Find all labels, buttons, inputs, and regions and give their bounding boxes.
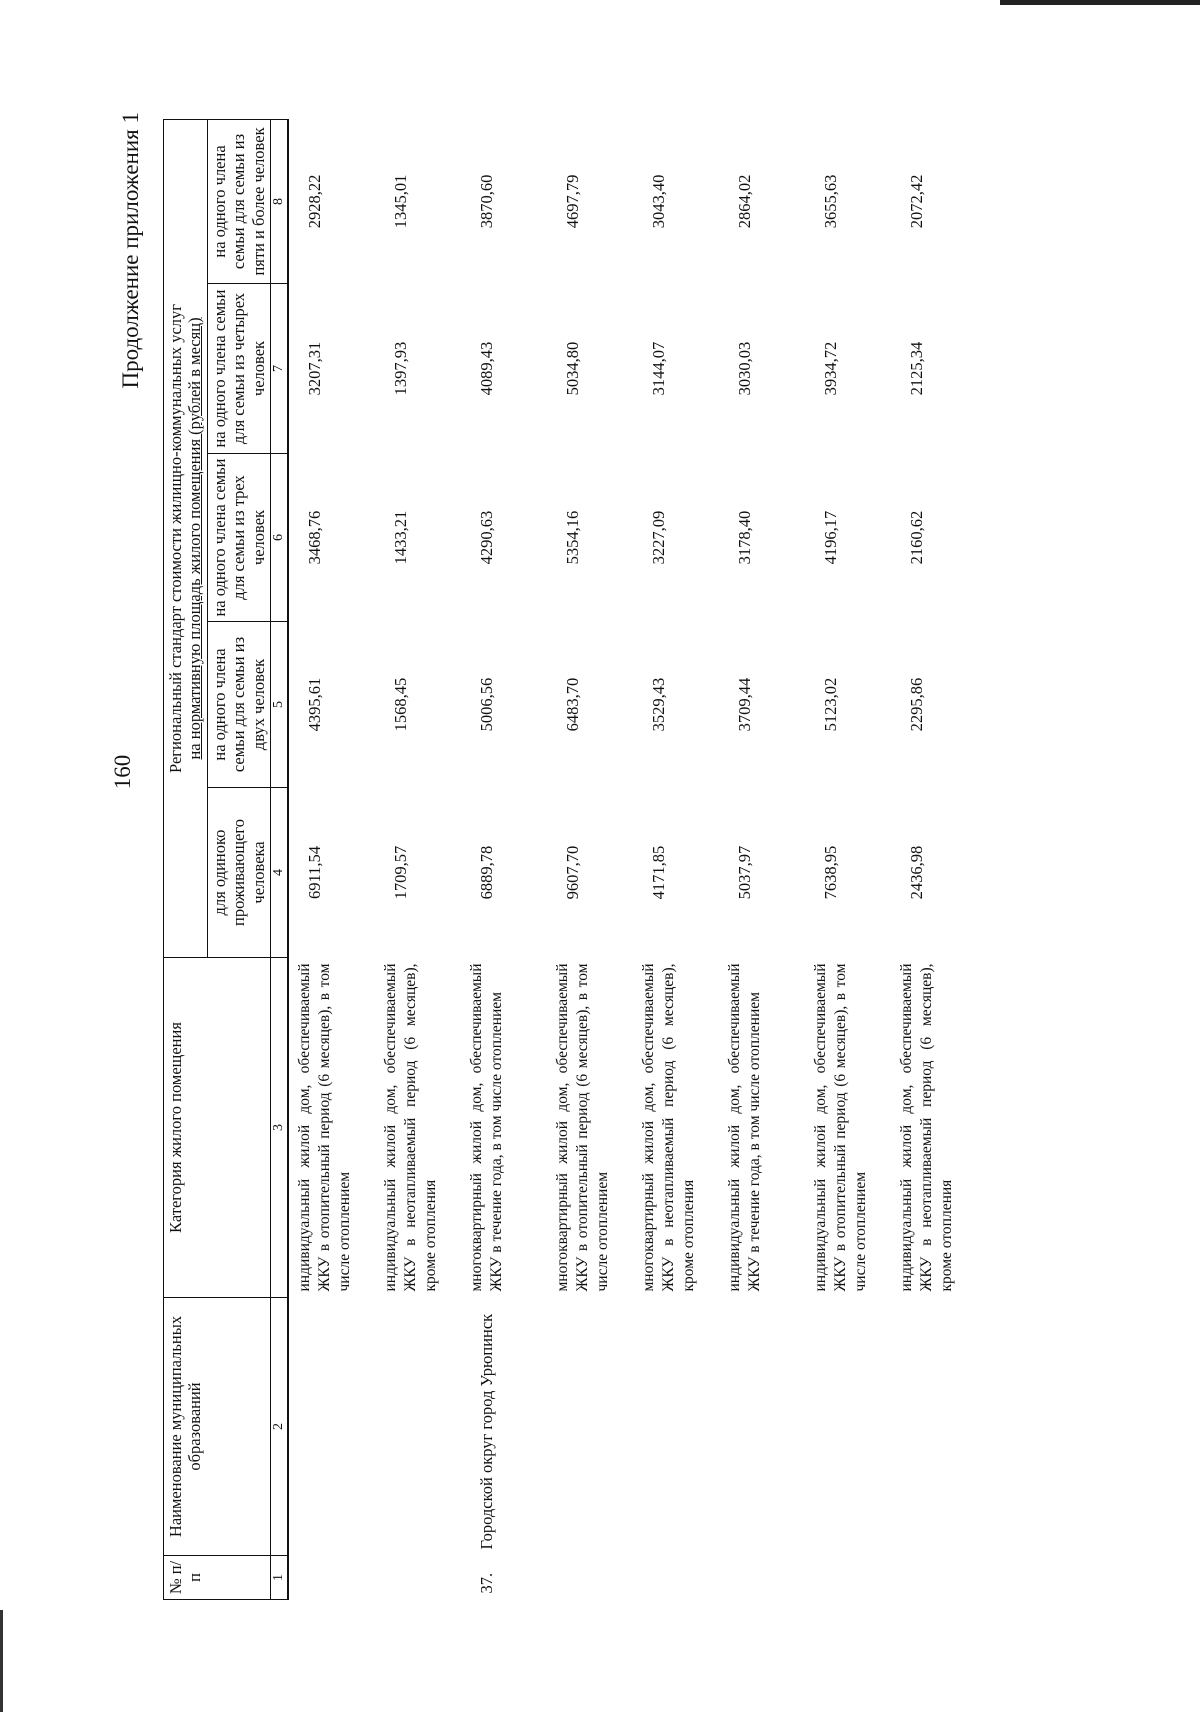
row-value: 3934,72 bbox=[820, 341, 840, 396]
row-num bbox=[805, 1556, 891, 1600]
column-number: 3 bbox=[271, 958, 288, 1298]
row-num bbox=[891, 1556, 977, 1600]
row-municipality bbox=[891, 1298, 977, 1556]
row-value: 4196,17 bbox=[820, 510, 840, 565]
row-value: 4089,43 bbox=[476, 341, 496, 396]
row-value: 2295,86 bbox=[906, 677, 926, 732]
row-municipality bbox=[805, 1298, 891, 1556]
row-category: многоквартирный жилой дом, обеспечиваемый ЖКУ в неотапливаемый период (6 месяцев), кроме отопления bbox=[639, 963, 698, 1292]
column-number: 8 bbox=[271, 119, 288, 283]
row-value: 2928,22 bbox=[304, 174, 324, 229]
row-num bbox=[547, 1556, 633, 1600]
row-value: 7638,95 bbox=[820, 845, 840, 900]
row-value: 6483,70 bbox=[562, 677, 582, 732]
column-number: 4 bbox=[271, 788, 288, 958]
row-value: 2864,02 bbox=[734, 174, 754, 229]
row-value: 3529,43 bbox=[648, 677, 668, 732]
row-value: 2160,62 bbox=[906, 510, 926, 565]
row-value: 3207,31 bbox=[304, 341, 324, 396]
row-num bbox=[375, 1556, 461, 1600]
table-row bbox=[288, 119, 375, 1599]
row-value: 1709,57 bbox=[390, 845, 410, 900]
row-value: 3227,09 bbox=[648, 510, 668, 565]
row-value: 5034,80 bbox=[562, 341, 582, 396]
row-category: индивидуальный жилой дом, обеспечиваемый ЖКУ в отопительный период (6 месяцев), в том числе отоплением bbox=[295, 963, 354, 1292]
row-value: 3655,63 bbox=[820, 174, 840, 229]
table-row bbox=[805, 119, 891, 1599]
row-municipality bbox=[547, 1298, 633, 1556]
row-municipality bbox=[288, 1298, 375, 1556]
row-value: 3709,44 bbox=[734, 677, 754, 732]
header-col6: на одного члена семьи для семьи из трех человек bbox=[207, 454, 270, 622]
table-row bbox=[547, 119, 633, 1599]
row-municipality bbox=[633, 1298, 719, 1556]
row-category: индивидуальный жилой дом, обеспечиваемый ЖКУ в отопительный период (6 месяцев), в том числе отоплением bbox=[811, 963, 870, 1292]
row-municipality bbox=[719, 1298, 805, 1556]
column-number: 7 bbox=[271, 284, 288, 454]
row-value: 3870,60 bbox=[476, 174, 496, 229]
row-num: 37. bbox=[476, 1572, 496, 1594]
row-value: 2125,34 bbox=[906, 341, 926, 396]
table-row bbox=[719, 119, 805, 1599]
row-num bbox=[719, 1556, 805, 1600]
header-standard-line2: на нормативную площадь жилого помещения (рублей в месяц) bbox=[185, 317, 205, 760]
row-value: 3468,76 bbox=[304, 510, 324, 565]
row-num bbox=[633, 1556, 719, 1600]
row-value: 3144,07 bbox=[648, 341, 668, 396]
row-value: 9607,70 bbox=[562, 845, 582, 900]
housing-standard-table bbox=[163, 119, 977, 1600]
header-standard-group bbox=[164, 119, 208, 957]
table-body bbox=[288, 119, 977, 1599]
row-value: 6911,54 bbox=[304, 846, 324, 900]
row-municipality bbox=[375, 1298, 461, 1556]
row-value: 2436,98 bbox=[906, 845, 926, 900]
row-value: 3043,40 bbox=[648, 174, 668, 229]
row-category: многоквартирный жилой дом, обеспечиваемый ЖКУ в течение года, в том числе отоплением bbox=[467, 963, 505, 1292]
table-row bbox=[461, 119, 547, 1599]
row-value: 1433,21 bbox=[390, 510, 410, 565]
row-value: 5037,97 bbox=[734, 845, 754, 900]
row-value: 5354,16 bbox=[562, 510, 582, 565]
header-num: № п/п bbox=[164, 1556, 271, 1600]
table-row bbox=[633, 119, 719, 1599]
row-value: 1568,45 bbox=[390, 677, 410, 732]
row-value: 4697,79 bbox=[562, 174, 582, 229]
row-num bbox=[288, 1556, 375, 1600]
row-value: 4171,85 bbox=[648, 845, 668, 900]
table-row bbox=[891, 119, 977, 1599]
row-category: многоквартирный жилой дом, обеспечиваемый ЖКУ в отопительный период (6 месяцев), в том числе отоплением bbox=[553, 963, 612, 1292]
column-number: 2 bbox=[271, 1298, 288, 1556]
row-value: 4290,63 bbox=[476, 510, 496, 565]
row-value: 3030,03 bbox=[734, 341, 754, 396]
header-standard-line1: Региональный стандарт стоимости жилищно-коммунальных услуг bbox=[166, 303, 185, 773]
table-row bbox=[375, 119, 461, 1599]
header-col4: для одиноко проживающего человека bbox=[207, 788, 270, 958]
page-number: 160 bbox=[110, 754, 135, 790]
header-col7: на одного члена семьи для семьи из четырех человек bbox=[207, 284, 270, 454]
row-value: 1345,01 bbox=[390, 174, 410, 229]
row-value: 5006,56 bbox=[476, 677, 496, 732]
row-category: индивидуальный жилой дом, обеспечиваемый ЖКУ в неотапливаемый период (6 месяцев), кроме отопления bbox=[381, 963, 440, 1292]
row-category: индивидуальный жилой дом, обеспечиваемый ЖКУ в неотапливаемый период (6 месяцев), кроме отопления bbox=[897, 963, 956, 1292]
row-municipality: Городской округ город Урюпинск bbox=[476, 1313, 496, 1550]
column-number: 1 bbox=[271, 1556, 288, 1600]
header-col5: на одного члена семьи для семьи из двух человек bbox=[207, 622, 270, 788]
header-municipality: Наименование муниципальных образований bbox=[164, 1298, 271, 1556]
row-value: 1397,93 bbox=[390, 341, 410, 396]
row-value: 3178,40 bbox=[734, 510, 754, 565]
column-number: 5 bbox=[271, 622, 288, 788]
header-category: Категория жилого помещения bbox=[164, 958, 271, 1298]
column-number: 6 bbox=[271, 454, 288, 622]
header-col8: на одного члена семьи для семьи из пяти и более человек bbox=[207, 119, 270, 283]
row-value: 6889,78 bbox=[476, 845, 496, 900]
row-value: 2072,42 bbox=[906, 174, 926, 229]
row-value: 5123,02 bbox=[820, 677, 840, 732]
row-category: индивидуальный жилой дом, обеспечиваемый ЖКУ в течение года, в том числе отоплением bbox=[725, 963, 763, 1292]
appendix-caption: Продолжение приложения 1 bbox=[118, 112, 143, 389]
row-value: 4395,61 bbox=[304, 677, 324, 732]
